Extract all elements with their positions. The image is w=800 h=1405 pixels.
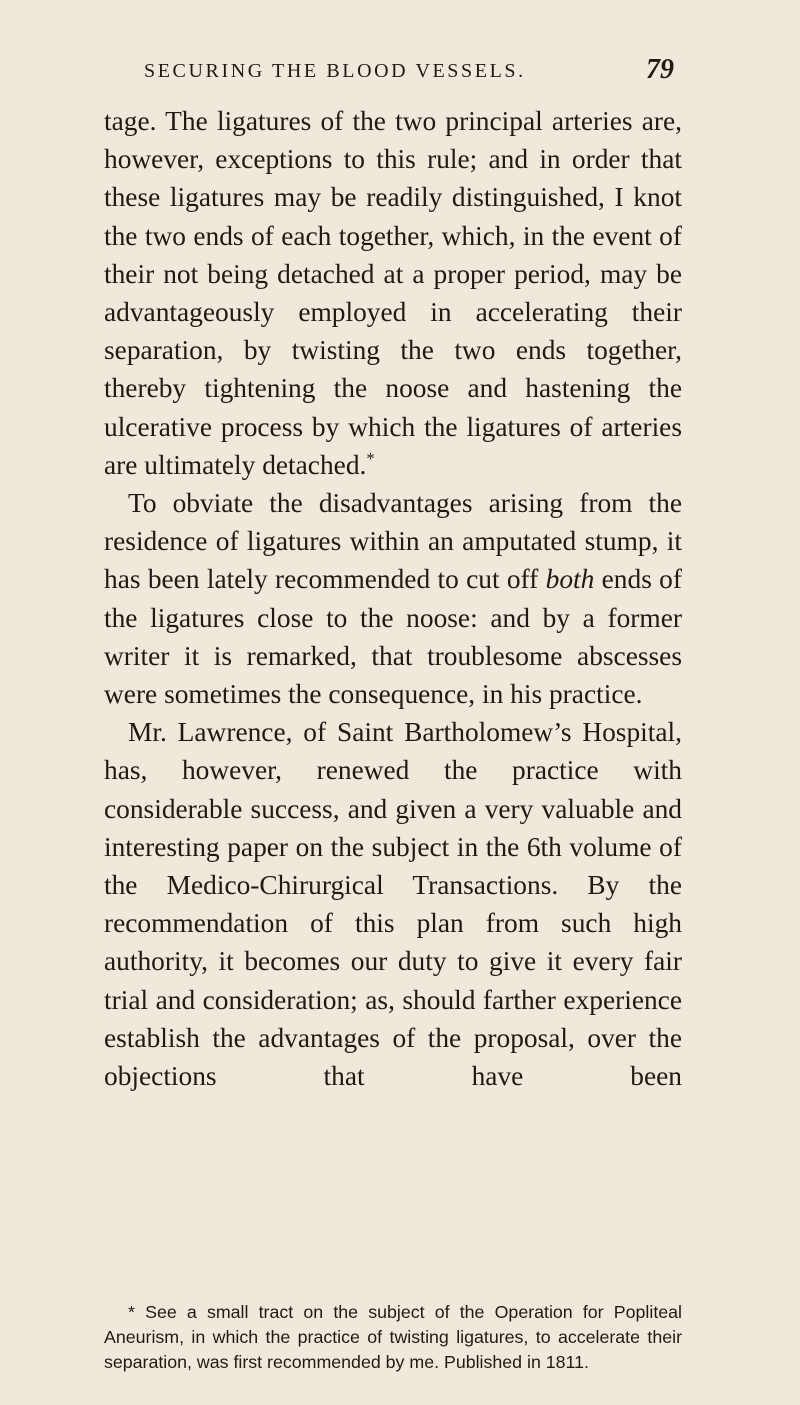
paragraph-1-text: tage. The ligatures of the two principal arteries are, however, exceptions to this rule; and in order that these ligatures may be readily distinguished, I knot the two ends of each together, which, in the event of their not being detached at a proper period, may be advantageously employed in accelerating their separation, by twisting the two ends together, thereby tightening the noose and hastening the ulcerative process by which the ligatures of arteries are ultimately detached. — [104, 106, 682, 480]
footnote-marker: * — [128, 1302, 135, 1322]
footnote-reference: * — [366, 448, 375, 468]
paragraph-continued — [104, 102, 682, 484]
paragraph-lawrence — [104, 713, 682, 1095]
page-number: 79 — [646, 54, 674, 85]
body-text — [104, 102, 682, 1095]
running-head — [144, 54, 674, 92]
paragraph-3-text: Mr. Lawrence, of Saint Bartholomew’s Hospital, has, however, renewed the practice with considerable success, and given a very valuable and interesting paper on the subject in the 6th volume of the Medico-Chirurgical Transactions. By the recommendation of this plan from such high authority, it becomes our duty to give it every fair trial and consideration; as, should farther experience establish the advantages of the proposal, over the objections that have been — [104, 717, 682, 1092]
emphasis-both: both — [545, 564, 595, 595]
footnote-text: See a small tract on the subject of the Operation for Popliteal Aneurism, in which the practice of twisting ligatures, to accelerate their separation, was first recommended by me. Published in 1811. — [104, 1302, 682, 1372]
running-title: SECURING THE BLOOD VESSELS. — [144, 60, 526, 82]
footnote — [104, 1300, 682, 1375]
paragraph-2-text-end: ends of the ligatures close to the noose: and by a former writer it is remarked, that troublesome abscesses were sometimes the consequence, in his practice. — [104, 564, 682, 710]
paragraph-ligature-residence — [104, 484, 682, 713]
paragraph-2-text-start: To obviate the disadvantages arising from the residence of ligatures within an amputated stump, it has been lately recommended to cut off — [104, 488, 682, 595]
